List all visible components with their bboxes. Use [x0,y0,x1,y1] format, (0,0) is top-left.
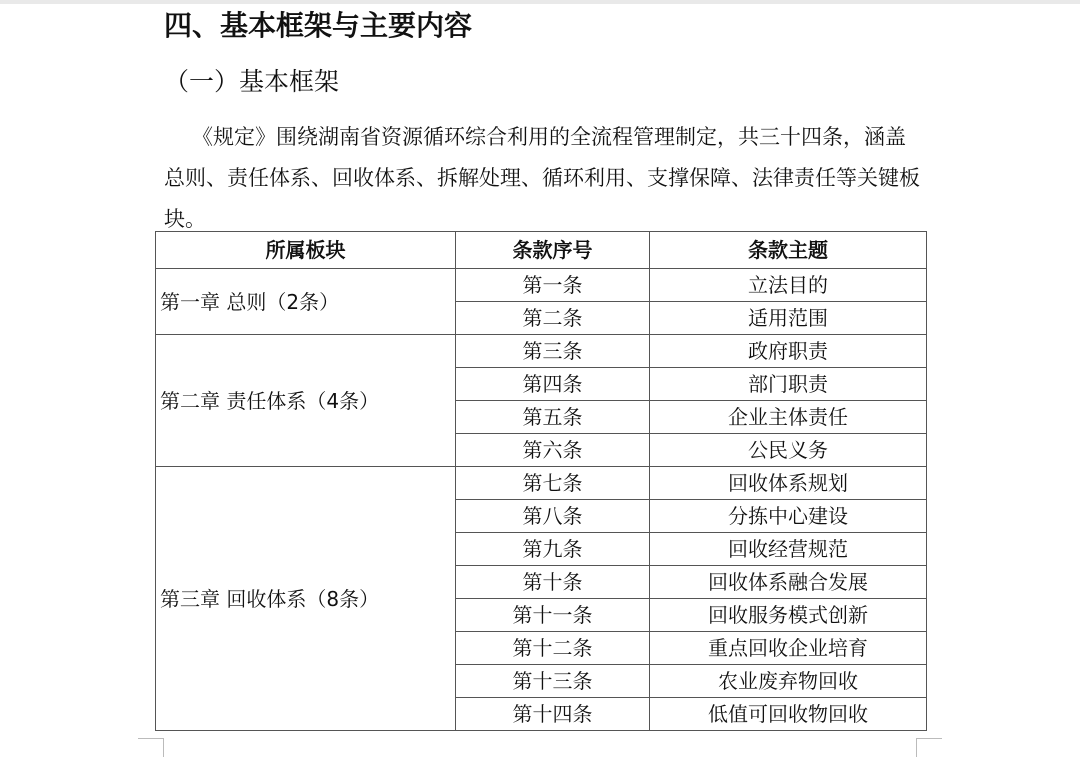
table-row [156,269,927,302]
clause-topic: 公民义务 [650,434,927,467]
margin-mark-left-v [163,738,164,757]
clause-topic: 农业废弃物回收 [650,665,927,698]
clause-topic: 低值可回收物回收 [650,698,927,731]
clause-number: 第五条 [456,401,650,434]
chapter-cell: 第三章 回收体系（8条） [156,467,456,731]
clause-topic: 回收体系规划 [650,467,927,500]
clause-topic: 政府职责 [650,335,927,368]
clause-number: 第一条 [456,269,650,302]
chapter-cell: 第二章 责任体系（4条） [156,335,456,467]
margin-mark-left-h [138,738,164,739]
header-chapter: 所属板块 [156,232,456,269]
chapter-cell: 第一章 总则（2条） [156,269,456,335]
clause-number: 第四条 [456,368,650,401]
clause-topic: 回收服务模式创新 [650,599,927,632]
header-clause-topic: 条款主题 [650,232,927,269]
clause-topic: 回收体系融合发展 [650,566,927,599]
clause-topic: 立法目的 [650,269,927,302]
margin-mark-right-h [916,738,942,739]
clause-topic: 回收经营规范 [650,533,927,566]
clause-number: 第三条 [456,335,650,368]
section-title: 四、基本框架与主要内容 [164,9,473,42]
clause-topic: 企业主体责任 [650,401,927,434]
clause-number: 第二条 [456,302,650,335]
clause-number: 第十二条 [456,632,650,665]
clause-topic: 重点回收企业培育 [650,632,927,665]
table-row [156,467,927,500]
subsection-title: （一）基本框架 [164,67,340,96]
clause-topic: 适用范围 [650,302,927,335]
clause-number: 第十四条 [456,698,650,731]
body-paragraph: 《规定》围绕湖南省资源循环综合利用的全流程管理制定，共三十四条，涵盖总则、责任体系、回收体系、拆解处理、循环利用、支撑保障、法律责任等关键板块。 [164,125,920,231]
header-clause-number: 条款序号 [456,232,650,269]
table-header-row [156,232,927,269]
clauses-table [155,231,927,731]
clause-number: 第十三条 [456,665,650,698]
clause-number: 第十条 [456,566,650,599]
clause-topic: 分拣中心建设 [650,500,927,533]
margin-mark-right-v [916,738,917,757]
clause-number: 第六条 [456,434,650,467]
clause-number: 第八条 [456,500,650,533]
clause-topic: 部门职责 [650,368,927,401]
table-row [156,335,927,368]
clause-number: 第十一条 [456,599,650,632]
clause-number: 第九条 [456,533,650,566]
clause-number: 第七条 [456,467,650,500]
